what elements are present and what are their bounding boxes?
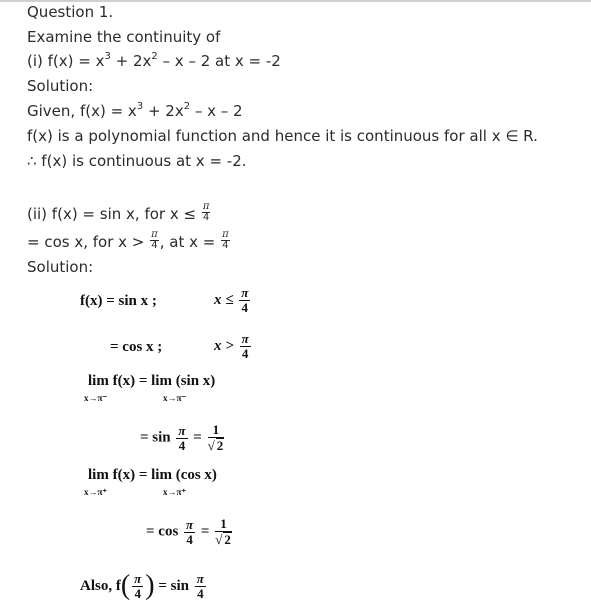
right-limit-sub-1: x→π⁺ [84, 487, 108, 497]
right-limit-sub-2: x→π⁺ [163, 487, 187, 497]
left-limit-sub-1: x→π⁻ [84, 393, 108, 403]
part1-prompt: (i) $f(x) = x^3 + 2x^2 - x - 2$ at x = -2 [27, 51, 281, 70]
question-title: Question 1. [27, 3, 114, 21]
part1-solution-label: Solution: [27, 77, 94, 95]
cos-evaluation: = cos $\frac{\pi}{4}$ = $\frac{1}{√ 2}$ [146, 516, 231, 547]
x-le-condition: x ≤ $\frac{\pi}{4}$ [214, 285, 249, 315]
part1-conclusion: ∴ f(x) is continuous at x = -2. [27, 152, 247, 170]
f-sin-def: f(x) = sin x ; [80, 293, 157, 309]
x-gt-condition: x > $\frac{\pi}{4}$ [214, 331, 249, 361]
cos-def: = cos x ; [110, 339, 163, 355]
left-limit-sub-2: x→π⁻ [163, 393, 187, 403]
left-limit-expression: lim f(x) = lim (sin x) [88, 373, 216, 389]
also-f-value: Also, f( $\frac{\pi}{4}$ ) = sin $\frac{\pi}{4}$ [80, 569, 204, 601]
sin-evaluation: = sin $\frac{\pi}{4}$ = $\frac{1}{√ 2}$ [140, 422, 224, 453]
part1-statement: f(x) is a polynomial function and hence it is continuous for all x ∈ R. [27, 127, 538, 145]
part2-solution-label: Solution: [27, 258, 94, 276]
part2-line2: = cos x, for x > $\frac{\pi}{4}$ , at x = $\frac{\pi}{4}$ [27, 229, 229, 251]
right-limit-expression: lim f(x) = lim (cos x) [88, 467, 217, 483]
part2-line1: (ii) f(x) = sin x, for x ≤ $\frac{\pi}{4}$ [27, 201, 210, 223]
part1-given: Given, $f(x) = x^3 + 2x^2 - x - 2$ [27, 101, 243, 120]
instruction-text: Examine the continuity of [27, 28, 221, 46]
